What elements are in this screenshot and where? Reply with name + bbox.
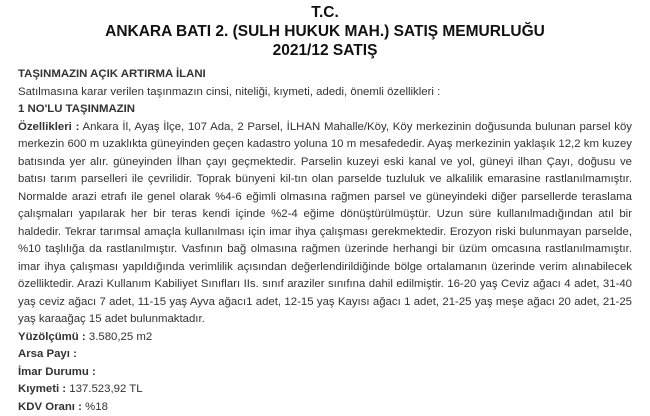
area-field [18, 329, 632, 347]
property-title: 1 NO'LU TAŞINMAZIN [18, 103, 136, 115]
share-label: Arsa Payı : [18, 348, 77, 360]
document-header [0, 0, 650, 60]
value-field [18, 381, 632, 399]
share-field [18, 346, 632, 364]
notice-intro: Satılmasına karar verilen taşınmazın cinsi, niteliği, kıymeti, adedi, önemli özellikleri : [18, 85, 441, 98]
property-features [18, 119, 632, 329]
zoning-label: İmar Durumu : [18, 365, 96, 378]
value-amount: 137.523,92 TL [66, 383, 143, 395]
features-label: Özellikleri : [18, 120, 80, 133]
header-sale-number: 2021/12 SATIŞ [272, 42, 378, 59]
notice-body [18, 66, 632, 416]
header-office: ANKARA BATI 2. (SULH HUKUK MAH.) SATIŞ MEMURLUĞU [105, 23, 545, 40]
area-value: 3.580,25 m2 [85, 330, 153, 343]
vat-field [18, 399, 632, 416]
vat-label: KDV Oranı : [18, 400, 82, 413]
value-label: Kıymeti : [18, 383, 67, 395]
area-label: Yüzölçümü : [18, 330, 86, 343]
header-tc: T.C. [311, 4, 339, 21]
features-text: Ankara İl, Ayaş İlçe, 107 Ada, 2 Parsel, İLHAN Mahalle/Köy, Köy merkezinin doğusunda bulunan parsel köy merkezin 600 m uzaklıkta güneyinden geçen kadastro yoluna 10 m mesafededir. Ayaş merkezinin yaklaşık 12,2 km kuzey batısında yer alır. güneyinden İlhan çayı geçmektedir. Parselin kuzeyi eski kanal ve yol, güneyi ilhan Çayı, doğusu ve batısı tarım parselleri ile çevrilidir. Toprak bünyeni kil-tın olan parselde tuzluluk ve alkalilik emarasine rastlanılmamıştır. Normalde arazi etrafı ile genel olarak %4-6 eğimli olmasına rağmen parsel ve güneyindeki diğer parsellerde teraslama çalışmaları yapılarak her bir teras kendi içinde %2-4 eğime dönüştürülmüştür. Uzun süre kullanılmadığından atıl bir haldedir. Tekrar tarımsal amaçla kullanılması için imar ihya çalışması gerekmektedir. Erozyon riski bulunmayan parselde, %10 taşlılığa da rastlanılmıştır. Vasfının bağ olmasına rağmen üzerinde herhangi bir üzüm omcasına rastlanılmamıştır. imar ihya çalışması yapıldığında verimlilik açısından değerlendirildiğinde bölge ortalamanın üzerinde verim alınabilecek özelliktedir. Arazi Kullanım Kabiliyet Sınıfları IIs. sınıf araziler sınıfına dahil edilmiştir. 16-20 yaş Ceviz ağacı 4 adet, 31-40 yaş ceviz ağacı 7 adet, 11-15 yaş Ayva ağacı1 adet, 12-15 yaş Kayısı ağacı 1 adet, 21-25 yaş meşe ağacı 20 adet, 21-25 yaş karaağaç 15 adet bulunmaktadır. [18, 120, 632, 325]
notice-title: TAŞINMAZIN AÇIK ARTIRMA İLANI [18, 68, 206, 80]
vat-value: %18 [81, 400, 108, 413]
zoning-field [18, 364, 632, 382]
